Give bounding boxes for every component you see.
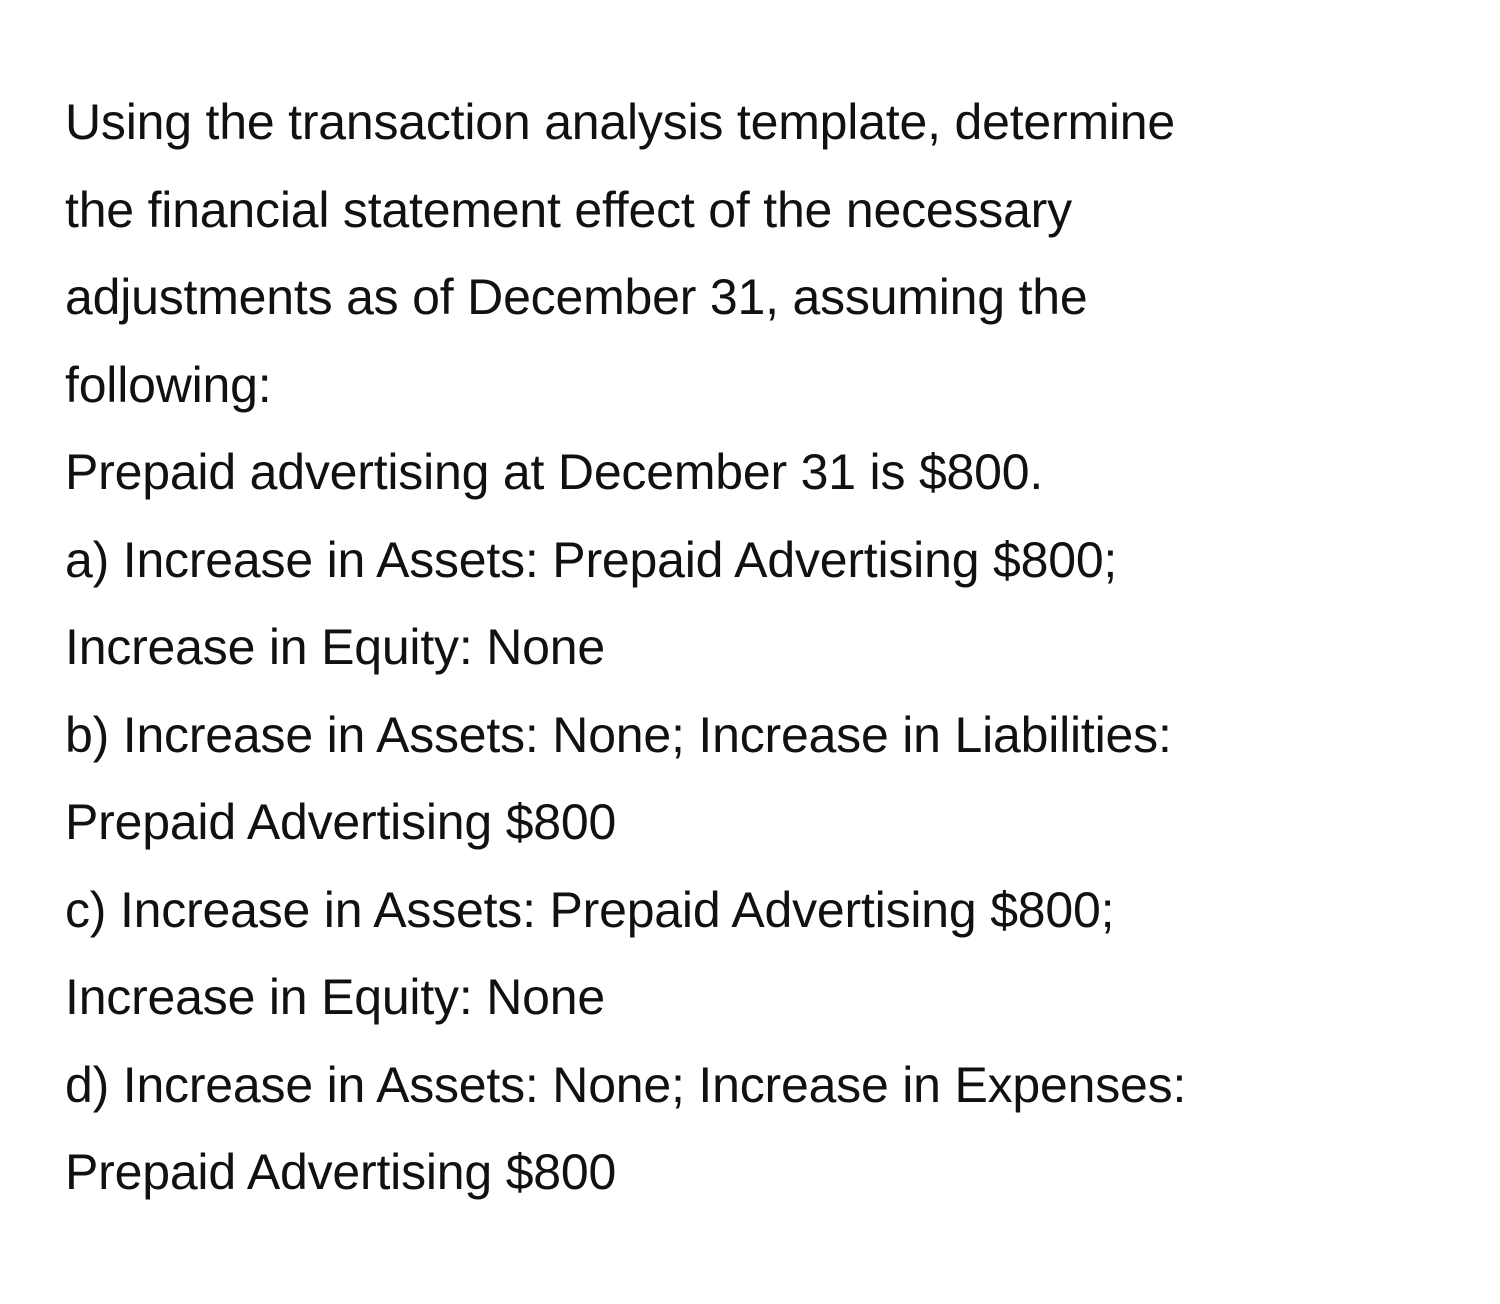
option-line: d) Increase in Assets: None; Increase in Expenses:: [65, 1056, 1187, 1113]
question-text: [65, 79, 1465, 517]
option-line: Increase in Equity: None: [65, 969, 605, 1025]
option-b: [65, 692, 1465, 867]
option-d: [65, 1042, 1465, 1217]
option-line: b) Increase in Assets: None; Increase in Liabilities:: [65, 706, 1172, 763]
question-line: the financial statement effect of the necessary: [65, 181, 1072, 238]
option-c: [65, 867, 1465, 1042]
option-a: [65, 517, 1465, 692]
option-line: Prepaid Advertising $800: [65, 1144, 617, 1200]
option-line: a) Increase in Assets: Prepaid Advertising $800;: [65, 531, 1118, 588]
answer-options: [65, 517, 1465, 1217]
question-line: Using the transaction analysis template, determine: [65, 94, 1176, 150]
option-line: Prepaid Advertising $800: [65, 794, 617, 850]
option-line: Increase in Equity: None: [65, 619, 605, 675]
question-given: Prepaid advertising at December 31 is $800.: [65, 444, 1044, 500]
question-line: following:: [65, 356, 272, 413]
option-line: c) Increase in Assets: Prepaid Advertising $800;: [65, 881, 1115, 938]
question-line: adjustments as of December 31, assuming the: [65, 269, 1088, 325]
document-body: [65, 79, 1465, 1217]
